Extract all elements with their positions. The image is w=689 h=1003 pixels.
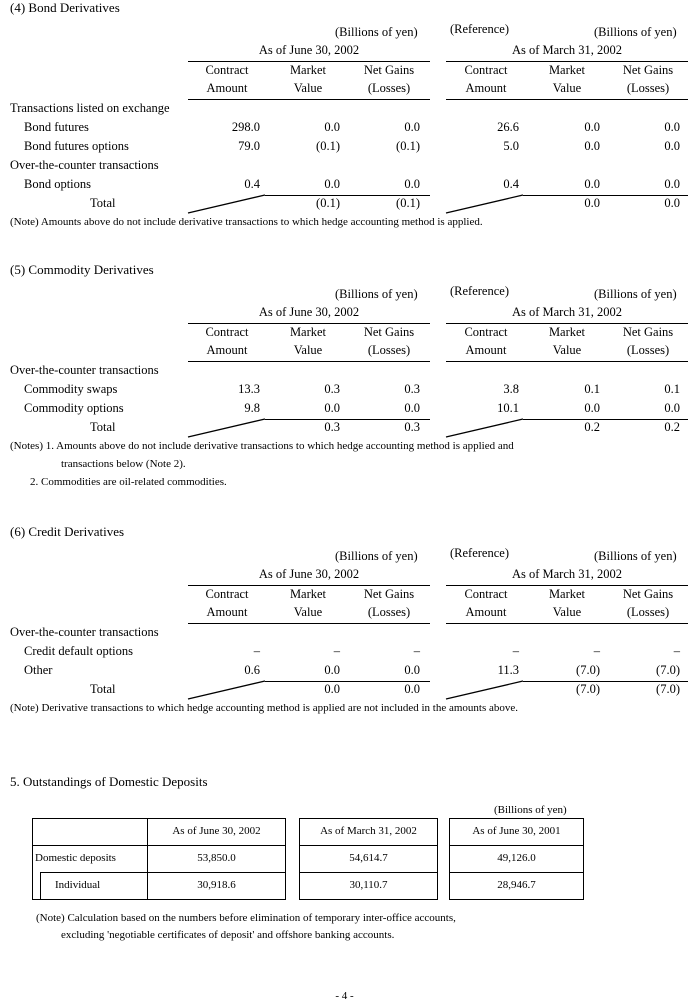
total-cell: (7.0) xyxy=(656,682,680,696)
row-label: Bond futures xyxy=(24,120,89,134)
column-header: Value xyxy=(293,605,323,619)
table-cell: 79.0 xyxy=(238,139,260,153)
column-header: Contract xyxy=(205,587,249,601)
page-number: - 4 - xyxy=(335,990,354,1002)
date-header: As of March 31, 2002 xyxy=(511,567,623,581)
total-cell: (0.1) xyxy=(396,196,420,210)
header-rule xyxy=(188,99,430,100)
table-cell: 0.4 xyxy=(503,177,519,191)
column-header: (Losses) xyxy=(367,605,411,619)
header-rule xyxy=(446,61,688,62)
note-line: transactions below (Note 2). xyxy=(61,458,186,470)
table-cell: 0.6 xyxy=(244,663,260,677)
column-header: Market xyxy=(548,63,586,77)
deposits-cell: 30,918.6 xyxy=(197,879,236,891)
diagonal-slash xyxy=(188,419,265,437)
table-cell: 11.3 xyxy=(497,663,519,677)
column-header: Net Gains xyxy=(363,325,415,339)
header-rule xyxy=(188,585,430,586)
header-rule xyxy=(446,361,688,362)
note-line: (Note) Derivative transactions to which hedge accounting method is applied are not included in the amounts above. xyxy=(10,702,518,714)
total-label: Total xyxy=(90,682,116,696)
unit-label: (Billions of yen) xyxy=(594,549,677,563)
header-rule xyxy=(446,323,688,324)
column-header: Market xyxy=(289,63,327,77)
column-header: Contract xyxy=(205,325,249,339)
diagonal-slash xyxy=(446,419,523,437)
column-header: Value xyxy=(293,343,323,357)
table-cell: (0.1) xyxy=(396,139,420,153)
diagonal-slash xyxy=(188,681,265,699)
row-label: Commodity options xyxy=(24,401,124,415)
unit-label: (Billions of yen) xyxy=(335,25,418,39)
deposits-note-line: excluding 'negotiable certificates of deposit' and offshore banking accounts. xyxy=(61,929,395,941)
total-cell: 0.0 xyxy=(324,682,340,696)
row-label: Over-the-counter transactions xyxy=(10,625,159,639)
column-header: Market xyxy=(548,587,586,601)
column-header: Contract xyxy=(464,325,508,339)
header-rule xyxy=(446,99,688,100)
table-cell: 0.3 xyxy=(404,382,420,396)
column-header: Market xyxy=(548,325,586,339)
column-header: Contract xyxy=(464,587,508,601)
note-line: (Notes) 1. Amounts above do not include derivative transactions to which hedge accounting method is applied and xyxy=(10,440,514,452)
deposits-cell: 30,110.7 xyxy=(349,879,388,891)
note-line: 2. Commodities are oil-related commodities. xyxy=(30,476,227,488)
column-header: Amount xyxy=(206,81,248,95)
total-cell: 0.3 xyxy=(404,420,420,434)
table-cell: 0.0 xyxy=(664,120,680,134)
column-header: (Losses) xyxy=(367,81,411,95)
deposits-col-june-2002: As of June 30, 2002 xyxy=(172,825,261,837)
diagonal-slash xyxy=(188,195,265,213)
column-header: Value xyxy=(552,343,582,357)
header-rule xyxy=(188,323,430,324)
row-label: Commodity swaps xyxy=(24,382,118,396)
header-rule xyxy=(188,361,430,362)
table-cell: 0.0 xyxy=(584,120,600,134)
column-header: Contract xyxy=(205,63,249,77)
header-rule xyxy=(446,585,688,586)
table-cell: 0.0 xyxy=(324,401,340,415)
column-header: (Losses) xyxy=(626,605,670,619)
table-cell: 0.1 xyxy=(664,382,680,396)
column-header: Amount xyxy=(206,343,248,357)
total-cell: (0.1) xyxy=(316,196,340,210)
deposits-col-march-2002: As of March 31, 2002 xyxy=(320,825,417,837)
column-header: (Losses) xyxy=(626,343,670,357)
table-cell: 0.0 xyxy=(324,177,340,191)
table-cell: 0.0 xyxy=(404,401,420,415)
deposits-unit: (Billions of yen) xyxy=(494,804,567,816)
date-header: As of June 30, 2002 xyxy=(258,567,360,581)
date-header: As of June 30, 2002 xyxy=(258,305,360,319)
table-cell: 0.0 xyxy=(324,663,340,677)
table-cell: 0.0 xyxy=(584,139,600,153)
total-cell: 0.0 xyxy=(584,196,600,210)
unit-label: (Billions of yen) xyxy=(335,549,418,563)
column-header: Net Gains xyxy=(622,325,674,339)
table-cell: (0.1) xyxy=(316,139,340,153)
diagonal-slash xyxy=(446,681,523,699)
column-header: Amount xyxy=(206,605,248,619)
unit-label: (Billions of yen) xyxy=(335,287,418,301)
column-header: Contract xyxy=(464,63,508,77)
diagonal-slash xyxy=(446,195,523,213)
column-header: Value xyxy=(293,81,323,95)
deposits-cell: 53,850.0 xyxy=(197,852,236,864)
header-rule xyxy=(188,61,430,62)
reference-label: (Reference) xyxy=(450,284,509,298)
table-cell: – xyxy=(333,644,340,658)
total-cell: 0.2 xyxy=(584,420,600,434)
note-line: (Note) Amounts above do not include derivative transactions to which hedge accounting method is applied. xyxy=(10,216,483,228)
table-cell: 0.1 xyxy=(584,382,600,396)
table-cell: 3.8 xyxy=(503,382,519,396)
total-cell: 0.0 xyxy=(404,682,420,696)
column-header: Market xyxy=(289,587,327,601)
deposits-row-label: Individual xyxy=(55,879,101,891)
table-cell: 0.3 xyxy=(324,382,340,396)
deposits-note-line: (Note) Calculation based on the numbers before elimination of temporary inter-office accounts, xyxy=(36,912,456,924)
table-cell: 298.0 xyxy=(231,120,260,134)
table-cell: – xyxy=(673,644,680,658)
table-cell: 0.0 xyxy=(584,177,600,191)
deposits-cell: 28,946.7 xyxy=(497,879,536,891)
section-title: (6) Credit Derivatives xyxy=(10,524,125,539)
row-label: Credit default options xyxy=(24,644,134,658)
column-header: Value xyxy=(552,81,582,95)
table-cell: 0.0 xyxy=(404,177,420,191)
row-label: Over-the-counter transactions xyxy=(10,363,159,377)
column-header: Amount xyxy=(465,605,507,619)
deposits-title: 5. Outstandings of Domestic Deposits xyxy=(10,774,208,789)
date-header: As of June 30, 2002 xyxy=(258,43,360,57)
row-label: Other xyxy=(24,663,53,677)
deposits-col-june-2001: As of June 30, 2001 xyxy=(472,825,561,837)
total-cell: 0.0 xyxy=(664,196,680,210)
row-label: Over-the-counter transactions xyxy=(10,158,159,172)
table-cell: 0.0 xyxy=(404,663,420,677)
reference-label: (Reference) xyxy=(450,22,509,36)
column-header: Market xyxy=(289,325,327,339)
table-cell: 13.3 xyxy=(238,382,260,396)
column-header: Net Gains xyxy=(622,587,674,601)
column-header: Net Gains xyxy=(363,587,415,601)
table-cell: (7.0) xyxy=(576,663,600,677)
total-label: Total xyxy=(90,420,116,434)
table-cell: 0.4 xyxy=(244,177,260,191)
date-header: As of March 31, 2002 xyxy=(511,43,623,57)
table-cell: 0.0 xyxy=(404,120,420,134)
table-cell: – xyxy=(413,644,420,658)
total-cell: 0.2 xyxy=(664,420,680,434)
reference-label: (Reference) xyxy=(450,546,509,560)
section-title: (5) Commodity Derivatives xyxy=(10,262,154,277)
column-header: Amount xyxy=(465,343,507,357)
table-cell: 0.0 xyxy=(584,401,600,415)
column-header: Net Gains xyxy=(363,63,415,77)
row-label: Bond futures options xyxy=(24,139,129,153)
date-header: As of March 31, 2002 xyxy=(511,305,623,319)
table-cell: 0.0 xyxy=(664,177,680,191)
table-cell: 9.8 xyxy=(244,401,260,415)
unit-label: (Billions of yen) xyxy=(594,25,677,39)
table-cell: 0.0 xyxy=(664,139,680,153)
table-cell: 0.0 xyxy=(664,401,680,415)
column-header: Amount xyxy=(465,81,507,95)
table-cell: – xyxy=(253,644,260,658)
total-label: Total xyxy=(90,196,116,210)
table-cell: 10.1 xyxy=(497,401,519,415)
header-rule xyxy=(446,623,688,624)
section-title: (4) Bond Derivatives xyxy=(10,0,120,15)
table-cell: – xyxy=(512,644,519,658)
deposits-cell: 54,614.7 xyxy=(349,852,388,864)
header-rule xyxy=(188,623,430,624)
column-header: (Losses) xyxy=(626,81,670,95)
table-cell: 5.0 xyxy=(503,139,519,153)
column-header: (Losses) xyxy=(367,343,411,357)
total-cell: 0.3 xyxy=(324,420,340,434)
column-header: Value xyxy=(552,605,582,619)
table-cell: 0.0 xyxy=(324,120,340,134)
deposits-cell: 49,126.0 xyxy=(497,852,536,864)
row-label: Transactions listed on exchange xyxy=(10,101,170,115)
total-cell: (7.0) xyxy=(576,682,600,696)
table-cell: – xyxy=(593,644,600,658)
unit-label: (Billions of yen) xyxy=(594,287,677,301)
deposits-row-label: Domestic deposits xyxy=(35,852,116,864)
table-cell: (7.0) xyxy=(656,663,680,677)
table-cell: 26.6 xyxy=(497,120,519,134)
row-label: Bond options xyxy=(24,177,92,191)
column-header: Net Gains xyxy=(622,63,674,77)
